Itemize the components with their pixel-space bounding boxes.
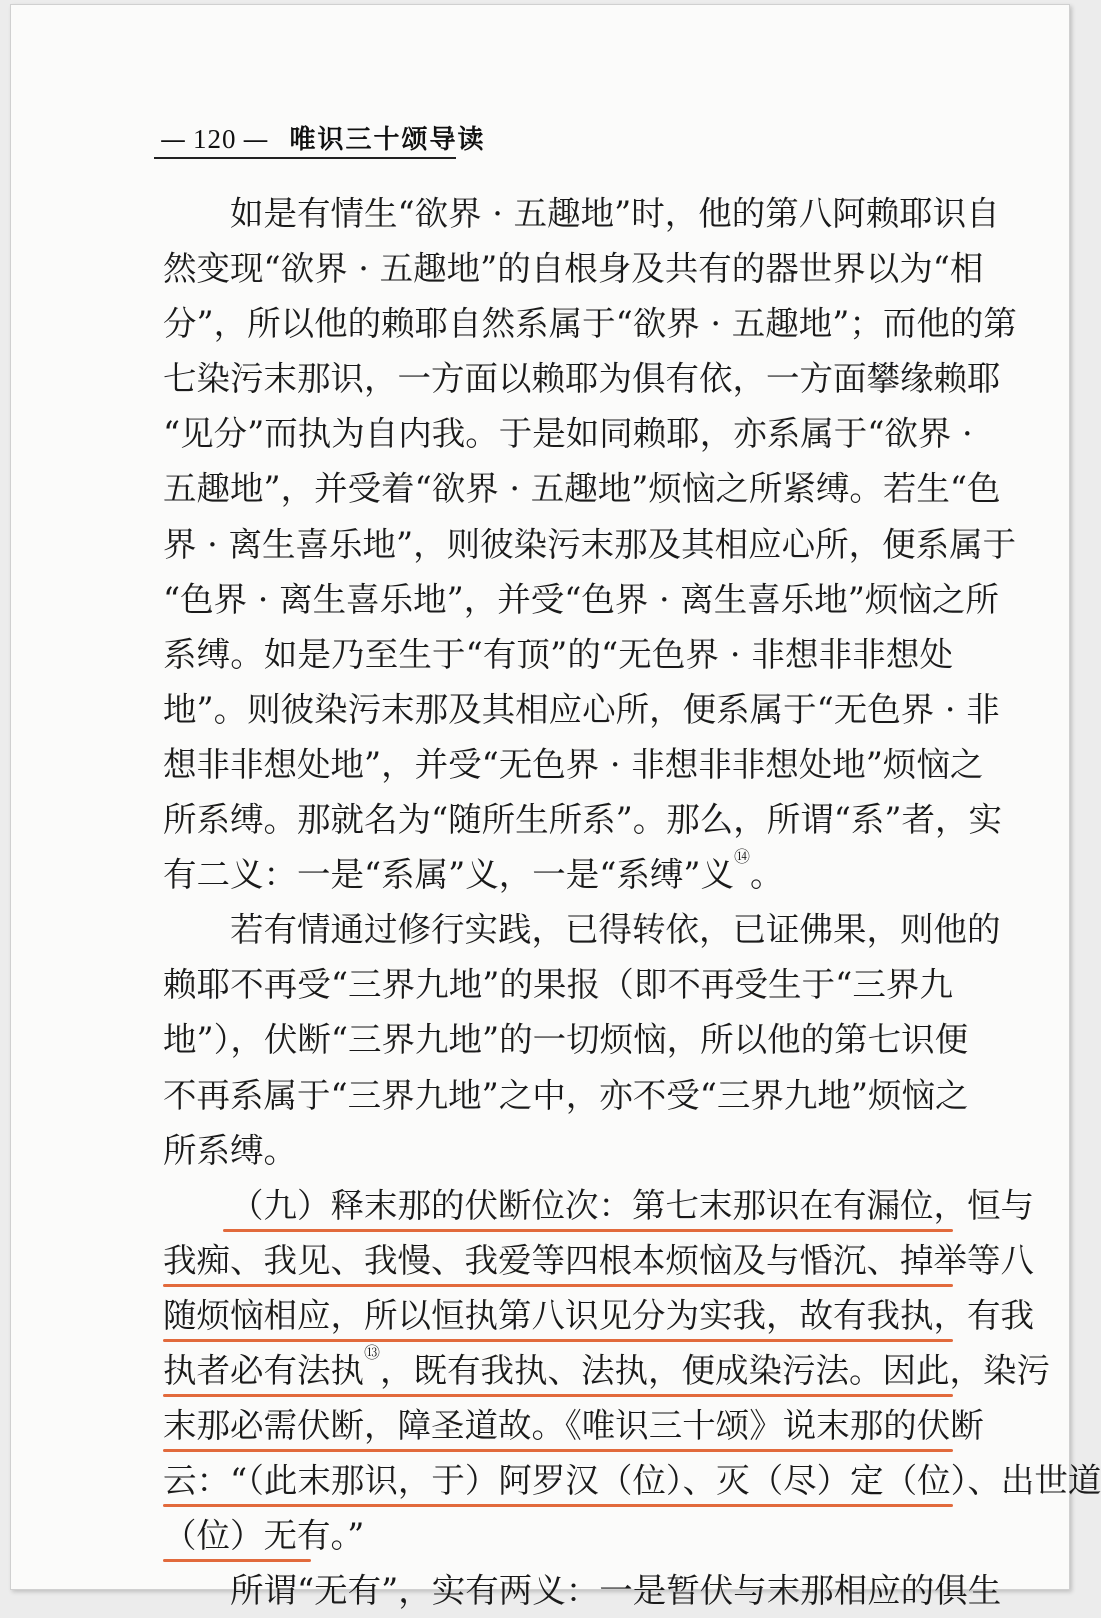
paragraph-3-highlighted xyxy=(163,1178,1101,1564)
header-dash-right: — xyxy=(242,125,270,155)
underline-mark xyxy=(163,1284,953,1287)
text-line: 地”。则彼染污末那及其相应心所，便系属于“无色界 · 非 xyxy=(163,689,1000,729)
underline-mark xyxy=(163,1559,311,1562)
paragraph-2 xyxy=(163,902,1001,1177)
text-line: 所谓“无有”，实有两义：一是暂伏与末那相应的俱生 xyxy=(230,1571,1002,1611)
text-line: 地”），伏断“三界九地”的一切烦恼，所以他的第七识便 xyxy=(163,1020,969,1060)
paragraph-1 xyxy=(163,186,1017,902)
text-line: 分”，所以他的赖耶自然系属于“欲界 · 五趣地”；而他的第 xyxy=(163,304,1017,344)
underlined-line: 云：“（此末那识，于）阿罗汉（位）、灭（尽）定（位）、出世道 xyxy=(163,1453,953,1508)
text-line: “色界 · 离生喜乐地”，并受“色界 · 离生喜乐地”烦恼之所 xyxy=(163,579,999,619)
running-header xyxy=(154,119,486,159)
footnote-marker: ⑭ xyxy=(734,847,751,867)
underlined-line: （九）释末那的伏断位次：第七末那识在有漏位，恒与 xyxy=(163,1178,953,1233)
underline-mark xyxy=(163,1449,953,1452)
underline-mark xyxy=(163,1394,953,1397)
header-dash-left: — xyxy=(160,125,187,155)
footnote-marker: ⑬ xyxy=(364,1342,381,1362)
underline-mark xyxy=(163,1504,953,1507)
text-line: 不再系属于“三界九地”之中，亦不受“三界九地”烦恼之 xyxy=(163,1075,969,1115)
text-line: 五趣地”，并受着“欲界 · 五趣地”烦恼之所紧缚。若生“色 xyxy=(163,469,1001,509)
text-line: 若有情通过修行实践，已得转依，已证佛果，则他的 xyxy=(230,910,1001,950)
underlined-line: 执者必有法执⑬，既有我执、法执，便成染污法。因此，染污 xyxy=(163,1343,953,1398)
text-line: 所系缚。那就名为“随所生所系”。那么，所谓“系”者，实 xyxy=(163,800,1003,840)
underlined-line: 末那必需伏断，障圣道故。《唯识三十颂》说末那的伏断 xyxy=(163,1398,953,1453)
underline-mark xyxy=(223,1229,953,1232)
text-line: 赖耶不再受“三界九地”的果报（即不再受生于“三界九 xyxy=(163,965,953,1005)
text-line: “见分”而执为自内我。于是如同赖耶，亦系属于“欲界 · xyxy=(163,414,973,454)
text-line: 如是有情生“欲界 · 五趣地”时，他的第八阿赖耶识自 xyxy=(230,194,1000,233)
text-line: 系缚。如是乃至生于“有顶”的“无色界 · 非想非非想处 xyxy=(163,634,953,674)
underlined-line: （位）无有。” xyxy=(163,1508,953,1563)
text-line: 有二义：一是“系属”义，一是“系缚”义⑭。 xyxy=(163,847,784,895)
underlined-line: 随烦恼相应，所以恒执第八识见分为实我，故有我执，有我 xyxy=(163,1288,953,1343)
underline-mark xyxy=(163,1339,953,1342)
text-line: 然变现“欲界 · 五趣地”的自根身及共有的器世界以为“相 xyxy=(163,249,984,289)
text-line: 界 · 离生喜乐地”，则彼染污末那及其相应心所，便系属于 xyxy=(163,524,1017,564)
book-page xyxy=(10,4,1101,1611)
book-title: 唯识三十颂导读 xyxy=(289,125,486,155)
text-line: 所系缚。 xyxy=(163,1130,297,1170)
page-number: 120 xyxy=(193,124,237,154)
underlined-line: 我痴、我见、我慢、我爱等四根本烦恼及与惛沉、掉举等八 xyxy=(163,1233,953,1288)
text-line: 七染污末那识，一方面以赖耶为俱有依，一方面攀缘赖耶 xyxy=(163,359,1001,399)
paragraph-4 xyxy=(163,1563,1002,1618)
text-line: 想非非想处地”，并受“无色界 · 非想非非想处地”烦恼之 xyxy=(163,744,984,784)
page-body xyxy=(163,186,1101,1618)
